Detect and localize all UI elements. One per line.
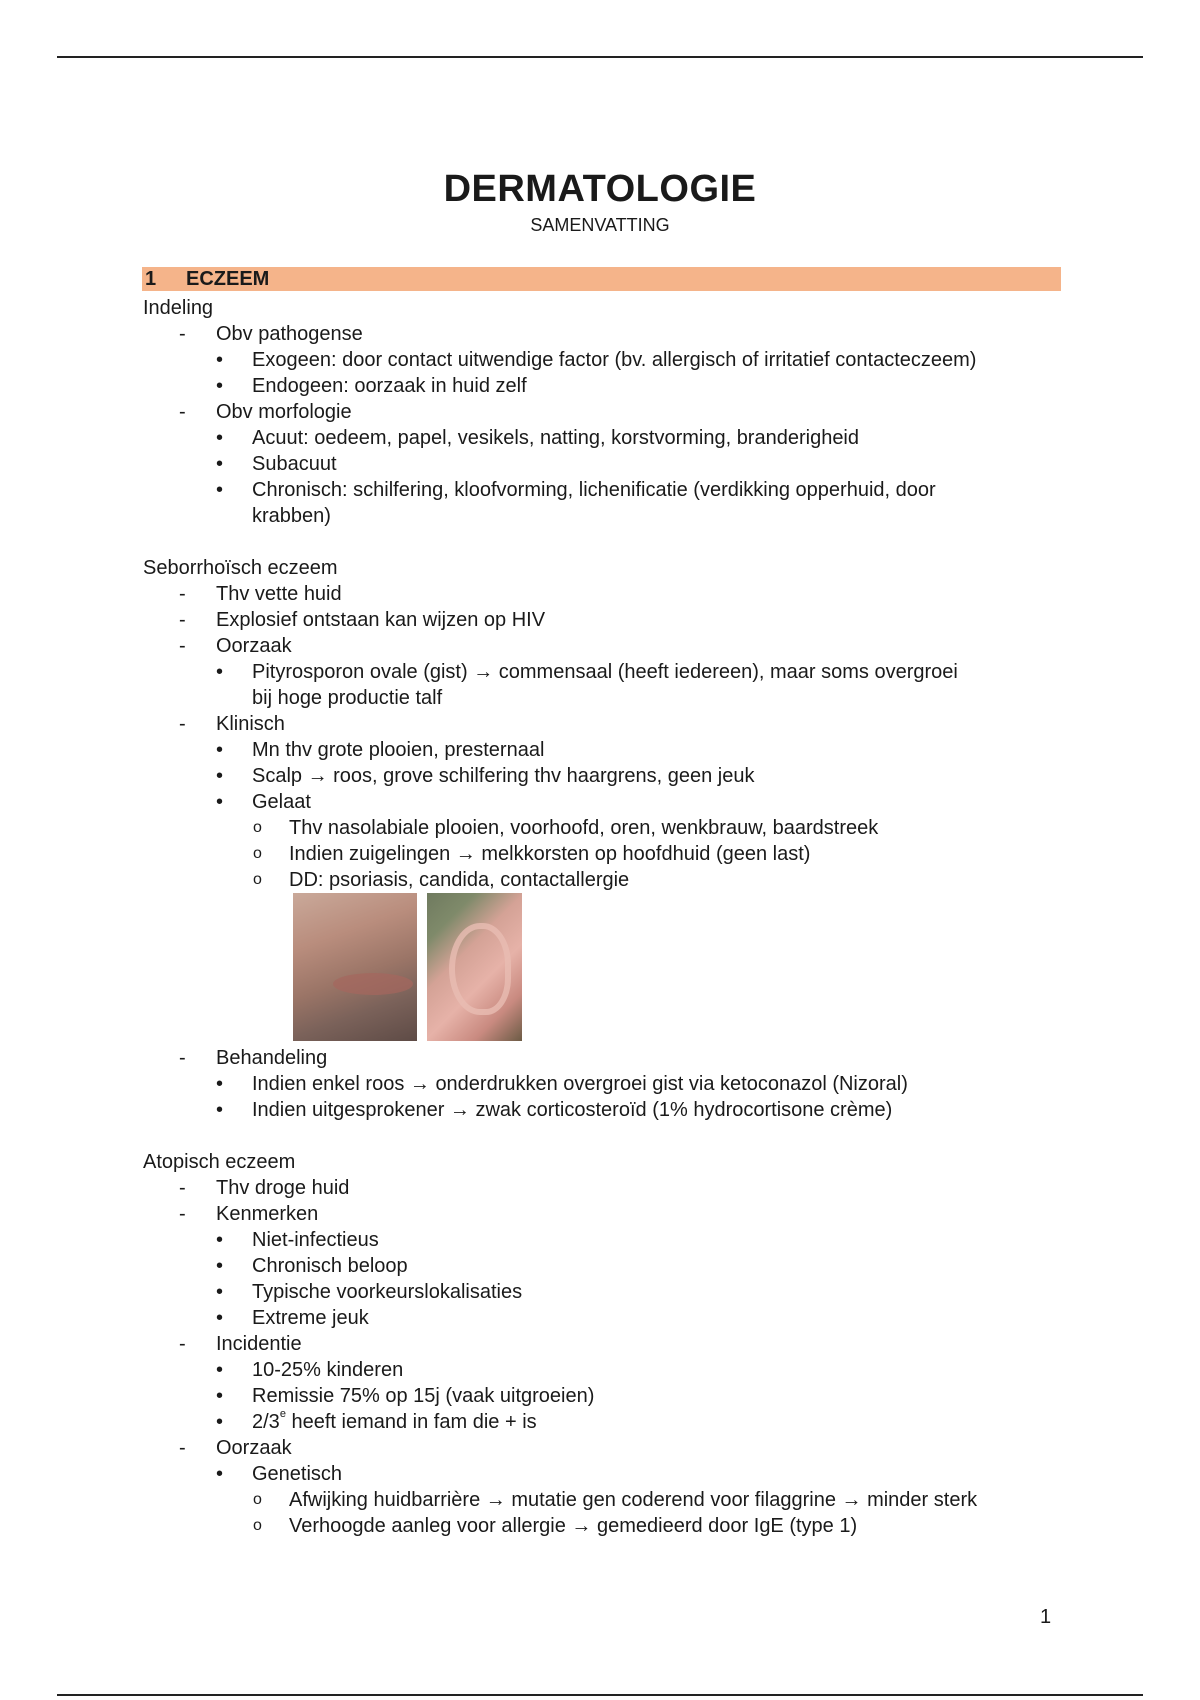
bullet-marker: • — [216, 791, 224, 813]
list-item: • Scalp → roos, grove schilfering thv haargrens, geen jeuk — [216, 765, 755, 787]
list-item: • Acuut: oedeem, papel, vesikels, natting, korstvorming, branderigheid — [216, 427, 860, 449]
bullet-marker: • — [216, 1229, 224, 1251]
list-item: • 10-25% kinderen — [216, 1359, 404, 1381]
bullet-marker: • — [216, 1307, 224, 1329]
chapter-heading — [142, 267, 1061, 291]
list-item: • Endogeen: oorzaak in huid zelf — [216, 375, 527, 397]
dash-marker: - — [179, 1437, 186, 1459]
list-item: • Niet-infectieus — [216, 1229, 379, 1251]
circle-marker: o — [253, 871, 262, 888]
list-item: • Subacuut — [216, 453, 337, 475]
bullet-marker: • — [216, 765, 224, 787]
dash-marker: - — [179, 1177, 186, 1199]
dash-marker: - — [179, 713, 186, 735]
list-item: • Extreme jeuk — [216, 1307, 369, 1329]
chapter-number: 1 — [145, 268, 157, 290]
bullet-marker: • — [216, 1099, 224, 1121]
dash-marker: - — [179, 1203, 186, 1225]
section-title-seborrhoisch: Seborrhoïsch eczeem — [143, 557, 338, 579]
list-item: - Obv morfologie — [179, 401, 352, 423]
list-item: o Indien zuigelingen → melkkorsten op hoofdhuid (geen last) — [253, 843, 811, 865]
list-item: - Kenmerken — [179, 1203, 319, 1225]
list-item: • Indien uitgesprokener → zwak corticosteroïd (1% hydrocortisone crème) — [216, 1099, 893, 1121]
list-item: • Remissie 75% op 15j (vaak uitgroeien) — [216, 1385, 595, 1407]
list-item: - Oorzaak — [179, 635, 292, 657]
section-title-atopisch: Atopisch eczeem — [143, 1151, 296, 1173]
dash-marker: - — [179, 583, 186, 605]
bullet-marker: • — [216, 453, 224, 475]
dash-marker: - — [179, 1047, 186, 1069]
list-item: • Gelaat — [216, 791, 311, 813]
chapter-title: ECZEEM — [186, 268, 270, 290]
circle-marker: o — [253, 1517, 262, 1534]
circle-marker: o — [253, 819, 262, 836]
page-number: 1 — [1040, 1606, 1052, 1628]
bullet-marker: • — [216, 1359, 224, 1381]
list-item: - Thv vette huid — [179, 583, 342, 605]
bullet-marker: • — [216, 1385, 224, 1407]
list-item: • Indien enkel roos → onderdrukken overgroei gist via ketoconazol (Nizoral) — [216, 1073, 908, 1095]
bullet-marker: • — [216, 1411, 224, 1433]
list-item: • Typische voorkeurslokalisaties — [216, 1281, 523, 1303]
list-item: - Incidentie — [179, 1333, 302, 1355]
top-rule — [57, 56, 1143, 58]
ear-eczema-photo — [427, 893, 522, 1041]
dash-marker: - — [179, 401, 186, 423]
dash-marker: - — [179, 323, 186, 345]
list-item-continuation: bij hoge productie talf — [252, 687, 443, 709]
dash-marker: - — [179, 1333, 186, 1355]
list-item: - Explosief ontstaan kan wijzen op HIV — [179, 609, 546, 631]
list-item: o DD: psoriasis, candida, contactallergie — [253, 869, 630, 891]
section-title-indeling: Indeling — [143, 297, 214, 319]
bullet-marker: • — [216, 479, 224, 501]
list-item: - Obv pathogense — [179, 323, 363, 345]
bullet-marker: • — [216, 349, 224, 371]
bullet-marker: • — [216, 1281, 224, 1303]
document-body — [143, 295, 1083, 1539]
list-item: • Chronisch beloop — [216, 1255, 408, 1277]
dash-marker: - — [179, 609, 186, 631]
list-item-continuation: krabben) — [252, 505, 331, 527]
bullet-marker: • — [216, 1073, 224, 1095]
list-item: • Mn thv grote plooien, presternaal — [216, 739, 545, 761]
list-item: • Chronisch: schilfering, kloofvorming, lichenificatie (verdikking opperhuid, door — [216, 479, 936, 501]
document-title: DERMATOLOGIE — [443, 168, 757, 210]
bullet-marker: • — [216, 739, 224, 761]
list-item: - Klinisch — [179, 713, 285, 735]
bullet-marker: • — [216, 1463, 224, 1485]
list-item: • Genetisch — [216, 1463, 343, 1485]
bullet-marker: • — [216, 661, 224, 683]
bottom-rule — [57, 1694, 1143, 1696]
list-item: • Exogeen: door contact uitwendige factor (bv. allergisch of irritatief contacteczeem) — [216, 349, 977, 371]
circle-marker: o — [253, 1491, 262, 1508]
list-item: • 2/3e heeft iemand in fam die + is — [216, 1408, 537, 1433]
bullet-marker: • — [216, 427, 224, 449]
dash-marker: - — [179, 635, 186, 657]
document-subtitle: SAMENVATTING — [530, 215, 670, 235]
face-eczema-photo — [293, 893, 417, 1041]
list-item: - Thv droge huid — [179, 1177, 350, 1199]
list-item: o Afwijking huidbarrière → mutatie gen coderend voor filaggrine → minder sterk — [253, 1489, 978, 1511]
circle-marker: o — [253, 845, 262, 862]
clinical-photos — [143, 893, 1083, 1045]
list-item: - Behandeling — [179, 1047, 328, 1069]
bullet-marker: • — [216, 375, 224, 397]
list-item: o Thv nasolabiale plooien, voorhoofd, oren, wenkbrauw, baardstreek — [253, 817, 879, 839]
bullet-marker: • — [216, 1255, 224, 1277]
list-item: o Verhoogde aanleg voor allergie → gemedieerd door IgE (type 1) — [253, 1515, 858, 1537]
list-item: - Oorzaak — [179, 1437, 292, 1459]
list-item: • Pityrosporon ovale (gist) → commensaal (heeft iedereen), maar soms overgroei — [216, 661, 958, 683]
